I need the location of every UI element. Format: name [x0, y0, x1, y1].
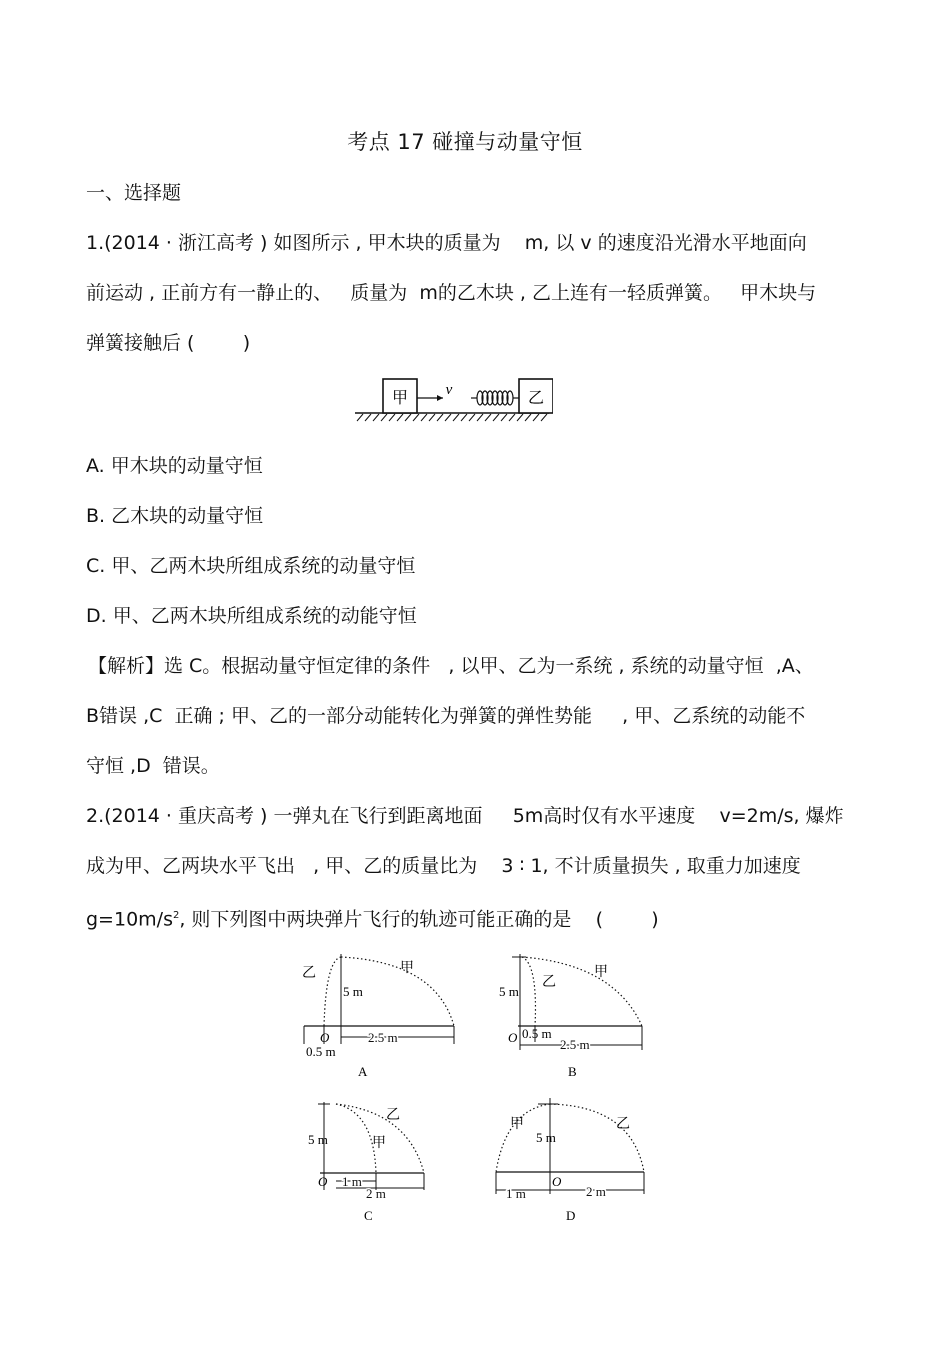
diagram-c-yi-label: 乙	[386, 1107, 400, 1123]
q2-text-line-3	[86, 901, 659, 934]
diagram-a	[302, 954, 454, 1079]
spring-coil	[471, 391, 519, 405]
diagram-a-height: 5 m	[343, 984, 363, 999]
diagram-c-label: C	[364, 1208, 373, 1223]
diagram-b-yi-label: 乙	[542, 974, 556, 990]
q2-line-3-start: g=10m/s	[86, 908, 173, 931]
diagram-a-origin: O	[320, 1030, 330, 1045]
diagram-a-distance-1: 0.5 m	[306, 1044, 336, 1059]
diagram-b-origin: O	[508, 1030, 518, 1045]
q1-text-line-3: 弹簧接触后 ( )	[86, 332, 251, 354]
diagram-b-jia-label: 甲	[594, 964, 608, 980]
diagram-b-label: B	[568, 1064, 577, 1079]
trajectory-figures	[296, 950, 656, 1230]
q1-option-b: B. 乙木块的动量守恒	[86, 505, 264, 527]
diagram-a-yi-label: 乙	[302, 965, 316, 981]
diagram-d-label: D	[566, 1208, 576, 1223]
spring-block-figure	[353, 372, 553, 428]
diagram-d-distance-2: 2 m	[586, 1184, 606, 1199]
q1-option-a: A. 甲木块的动量守恒	[86, 455, 263, 477]
diagram-a-jia-label: 甲	[400, 960, 414, 976]
q2-line-3-superscript: 2	[172, 910, 180, 921]
block-yi-label: 乙	[527, 388, 545, 407]
diagram-c-distance-1: 1 m	[342, 1174, 362, 1189]
q1-text-line-1: 1.(2014 · 浙江高考 ) 如图所示 , 甲木块的质量为 m, 以 v 的速度沿光滑水平地面向	[86, 232, 807, 254]
diagram-d-height: 5 m	[536, 1130, 556, 1145]
q2-text-line-1: 2.(2014 · 重庆高考 ) 一弹丸在飞行到距离地面 5m高时仅有水平速度 v=2m/s, 爆炸	[86, 805, 844, 827]
diagram-b-height: 5 m	[499, 984, 519, 999]
q1-option-d: D. 甲、乙两木块所组成系统的动能守恒	[86, 605, 417, 627]
diagram-a-distance-2: 2.5 m	[368, 1030, 398, 1045]
q1-option-c: C. 甲、乙两木块所组成系统的动量守恒	[86, 555, 416, 577]
page-title: 考点 17 碰撞与动量守恒	[347, 130, 583, 154]
diagram-d-distance-1: 1 m	[506, 1186, 526, 1201]
diagram-c-distance-2: 2 m	[366, 1186, 386, 1201]
ground-hatching	[357, 414, 547, 421]
q1-text-line-2: 前运动 , 正前方有一静止的、 质量为 m的乙木块 , 乙上连有一轻质弹簧。 甲木块与	[86, 282, 817, 304]
diagram-a-label: A	[358, 1064, 368, 1079]
diagram-b-distance-2: 2.5 m	[560, 1037, 590, 1052]
diagram-c-height: 5 m	[308, 1132, 328, 1147]
q1-analysis-line-3: 守恒 ,D 错误。	[86, 755, 220, 777]
q1-analysis-line-2: B错误 ,C 正确 ; 甲、乙的一部分动能转化为弹簧的弹性势能 , 甲、乙系统的动能不	[86, 705, 806, 727]
q2-line-3-end: , 则下列图中两块弹片飞行的轨迹可能正确的是 ( )	[179, 908, 659, 931]
diagram-d	[496, 1098, 644, 1223]
q2-text-line-2: 成为甲、乙两块水平飞出 , 甲、乙的质量比为 3 ∶ 1, 不计质量损失 , 取重力加速度	[86, 855, 801, 877]
diagram-b-distance-1: 0.5 m	[522, 1026, 552, 1041]
diagram-c-jia-label: 甲	[372, 1135, 386, 1151]
diagram-b	[499, 954, 642, 1079]
diagram-d-yi-label: 乙	[616, 1116, 630, 1132]
block-jia-label: 甲	[391, 388, 409, 407]
diagram-d-jia-label: 甲	[510, 1116, 524, 1132]
diagram-c-origin: O	[318, 1174, 328, 1189]
velocity-label: v	[445, 382, 453, 398]
q1-analysis-line-1: 【解析】选 C。根据动量守恒定律的条件 , 以甲、乙为一系统 , 系统的动量守恒 ,A、	[88, 655, 814, 677]
diagram-d-origin: O	[552, 1174, 562, 1189]
section-heading: 一、选择题	[86, 182, 182, 204]
diagram-c	[308, 1102, 424, 1223]
velocity-arrowhead	[437, 395, 443, 401]
